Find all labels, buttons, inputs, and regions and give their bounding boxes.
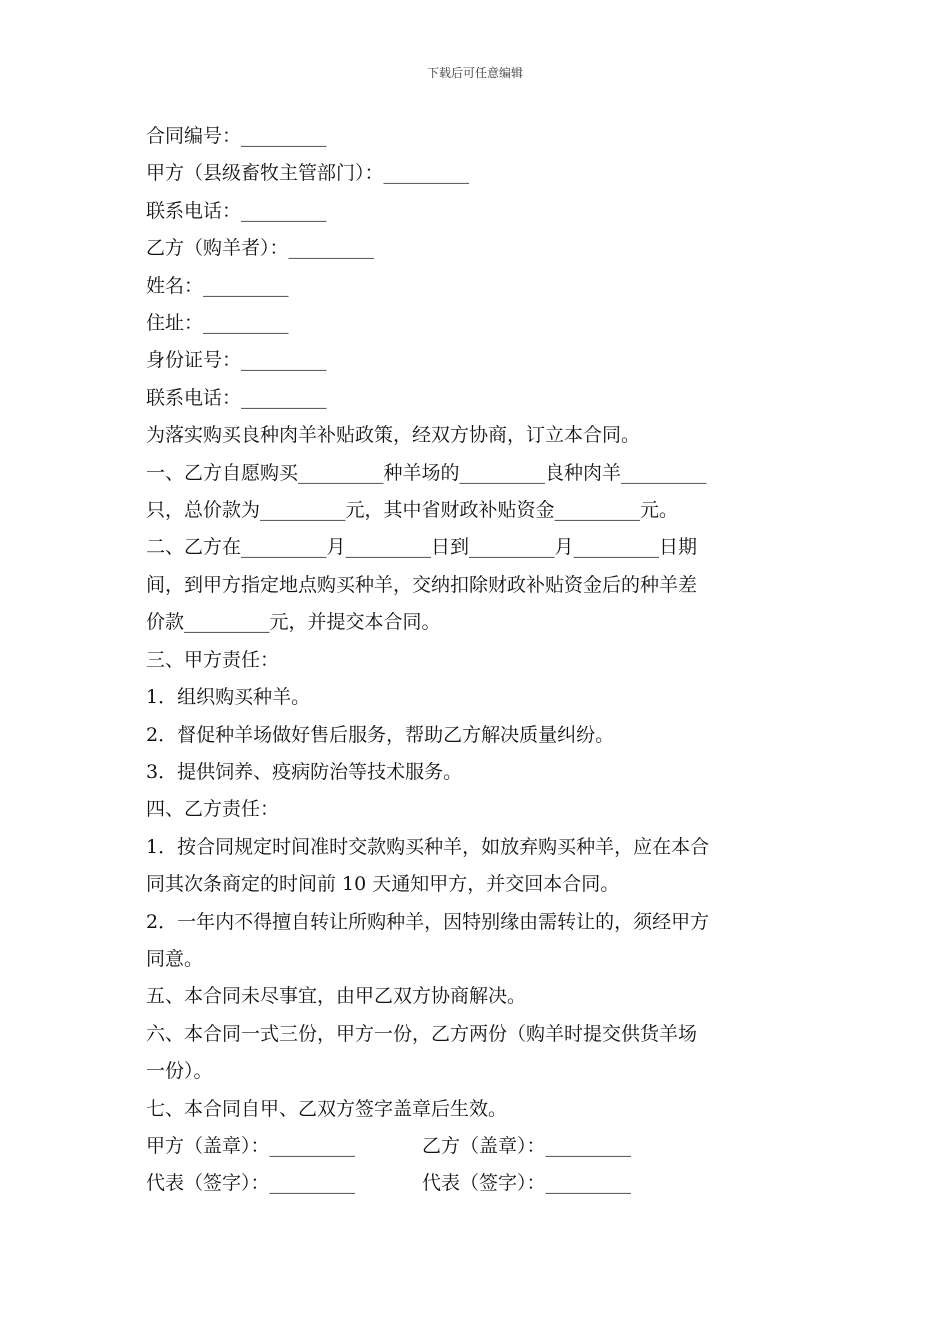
clause-3-item-3: 3．提供饲养、疫病防治等技术服务。 [146, 760, 463, 783]
clause-5-line: 五、本合同未尽事宜，由甲乙双方协商解决。 [146, 985, 527, 1008]
address-line: 住址：_________ [146, 312, 289, 335]
party-a-representative: 代表（签字）：_________ [146, 1172, 356, 1195]
party-b-representative: 代表（签字）：_________ [422, 1172, 632, 1195]
preamble-line: 为落实购买良种肉羊补贴政策，经双方协商，订立本合同。 [146, 424, 641, 447]
id-number-line: 身份证号：_________ [146, 349, 327, 372]
seal-signature-row [146, 1128, 810, 1165]
clause-6-line-1: 六、本合同一式三份，甲方一份，乙方两份（购羊时提交供货羊场 [146, 1022, 698, 1045]
clause-3-heading: 三、甲方责任： [146, 648, 280, 671]
contract-body [146, 118, 810, 1203]
clause-4-heading: 四、乙方责任： [146, 798, 280, 821]
clause-3-item-2: 2．督促种羊场做好售后服务，帮助乙方解决质量纠纷。 [146, 723, 615, 746]
clause-4-item-2-line-1: 2．一年内不得擅自转让所购种羊，因特别缘由需转让的，须经甲方 [146, 910, 710, 933]
clause-3-item-1: 1．组织购买种羊。 [146, 686, 311, 709]
party-b-line: 乙方（购羊者）：_________ [146, 237, 375, 260]
clause-4-item-2-line-2: 同意。 [146, 947, 204, 970]
clause-2-line-2: 间，到甲方指定地点购买种羊，交纳扣除财政补贴资金后的种羊差 [146, 573, 698, 596]
party-a-phone-line: 联系电话：_________ [146, 199, 327, 222]
clause-4-item-1-line-2: 同其次条商定的时间前 10 天通知甲方，并交回本合同。 [146, 873, 620, 896]
party-b-phone-line: 联系电话：_________ [146, 386, 327, 409]
clause-6-line-2: 一份）。 [146, 1060, 213, 1083]
clause-2-line-3: 价款_________元，并提交本合同。 [146, 611, 441, 634]
party-b-seal: 乙方（盖章）：_________ [422, 1134, 632, 1157]
representative-signature-row [146, 1165, 810, 1202]
clause-4-item-1-line-1: 1．按合同规定时间准时交款购买种羊，如放弃购买种羊，应在本合 [146, 835, 710, 858]
contract-number-line: 合同编号：_________ [146, 125, 327, 147]
clause-1-line-2: 只，总价款为_________元，其中省财政补贴资金_________元。 [146, 499, 679, 522]
clause-2-line-1: 二、乙方在_________月_________日到_________月_________日期 [146, 536, 698, 559]
clause-1-line-1: 一、乙方自愿购买_________种羊场的_________良种肉羊_________ [146, 461, 707, 484]
clause-7-line: 七、本合同自甲、乙双方签字盖章后生效。 [146, 1097, 508, 1120]
page-header: 下载后可任意编辑 [426, 66, 523, 80]
party-a-seal: 甲方（盖章）：_________ [146, 1134, 356, 1157]
party-a-line: 甲方（县级畜牧主管部门）：_________ [146, 162, 470, 185]
name-line: 姓名：_________ [146, 274, 289, 297]
